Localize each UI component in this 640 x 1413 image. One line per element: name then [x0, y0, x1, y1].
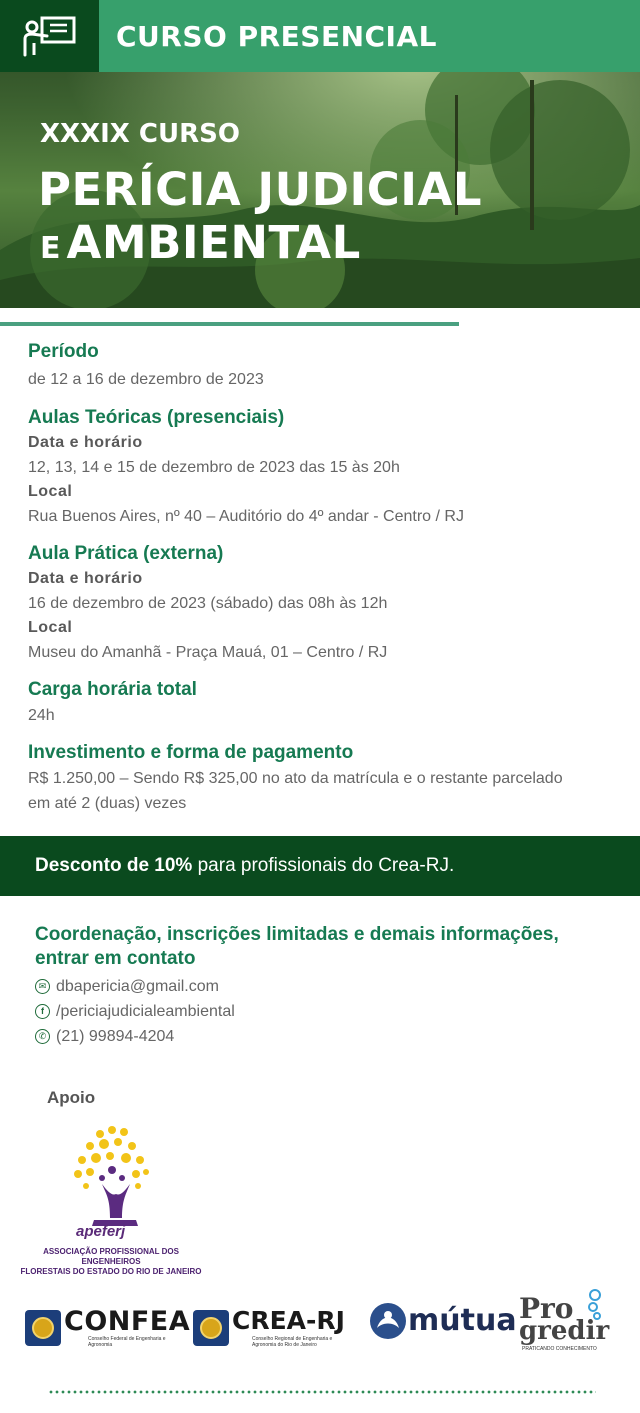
- facebook-icon: f: [35, 1004, 50, 1019]
- teoricas-local-text: Rua Buenos Aires, nº 40 – Auditório do 4º andar - Centro / RJ: [28, 508, 464, 525]
- title-word: AMBIENTAL: [66, 216, 361, 269]
- crea-seal-icon: [193, 1310, 229, 1346]
- teoricas-date-label: Data e horário: [28, 434, 143, 451]
- course-title-line1: PERÍCIA JUDICIAL: [38, 163, 483, 216]
- contact-heading-line2: entrar em contato: [35, 948, 196, 969]
- hero-banner: [0, 0, 640, 308]
- discount-bold: Desconto de 10%: [35, 855, 193, 876]
- whatsapp-icon: ✆: [35, 1029, 50, 1044]
- teoricas-heading: Aulas Teóricas (presenciais): [28, 407, 285, 428]
- progredir-logo-line2: gredir: [519, 1316, 610, 1346]
- apefer-description: [16, 1247, 206, 1277]
- apefer-desc-line2: FLORESTAIS DO ESTADO DO RIO DE JANEIRO: [20, 1267, 202, 1276]
- pratica-heading: Aula Prática (externa): [28, 543, 224, 564]
- confea-seal-icon: [25, 1310, 61, 1346]
- pratica-date-label: Data e horário: [28, 570, 143, 587]
- progredir-subtitle: PRATICANDO CONHECIMENTO: [522, 1346, 597, 1352]
- teoricas-local-label: Local: [28, 483, 73, 500]
- support-label: Apoio: [47, 1088, 96, 1107]
- contact-email[interactable]: dbapericia@gmail.com: [56, 977, 219, 995]
- course-edition: XXXIX CURSO: [40, 119, 240, 149]
- mutua-symbol-icon: [369, 1302, 407, 1340]
- crea-subtitle: Conselho Regional de Engenharia e Agronomia do Rio de Janeiro: [252, 1336, 333, 1348]
- discount-rest: para profissionais do Crea-RJ.: [192, 855, 455, 876]
- teoricas-date-text: 12, 13, 14 e 15 de dezembro de 2023 das 15 às 20h: [28, 459, 400, 476]
- investimento-line1: R$ 1.250,00 – Sendo R$ 325,00 no ato da matrícula e o restante parcelado: [28, 770, 563, 787]
- apefer-desc-line1: ASSOCIAÇÃO PROFISSIONAL DOS ENGENHEIROS: [43, 1247, 179, 1266]
- partner-logos: [0, 1288, 640, 1368]
- contact-heading-line1: Coordenação, inscrições limitadas e demais informações,: [35, 924, 559, 945]
- apefer-name: apeferj: [76, 1223, 126, 1240]
- teacher-board-icon: [22, 15, 78, 57]
- contact-phone-row[interactable]: [35, 1024, 605, 1048]
- pratica-local-label: Local: [28, 619, 73, 636]
- contact-section: [35, 923, 605, 1048]
- confea-logo: CONFEA: [64, 1306, 191, 1337]
- contact-phone[interactable]: (21) 99894-4204: [56, 1027, 175, 1045]
- header-icon-box: [0, 0, 99, 72]
- discount-banner: [0, 836, 640, 896]
- pratica-local-text: Museu do Amanhã - Praça Mauá, 01 – Centro / RJ: [28, 644, 388, 661]
- contact-facebook[interactable]: /periciajudicialeambiental: [56, 1002, 235, 1020]
- contact-facebook-row[interactable]: [35, 999, 605, 1023]
- crea-logo: CREA-RJ: [232, 1306, 345, 1335]
- investimento-line2: em até 2 (duas) vezes: [28, 795, 187, 812]
- carga-text: 24h: [28, 707, 55, 724]
- investimento-heading: Investimento e forma de pagamento: [28, 742, 354, 763]
- progredir-logo-line1: Pro: [519, 1292, 574, 1325]
- course-title-line2: [40, 216, 361, 269]
- pratica-date-text: 16 de dezembro de 2023 (sábado) das 08h às 12h: [28, 595, 388, 612]
- carga-heading: Carga horária total: [28, 679, 197, 700]
- periodo-text: de 12 a 16 de dezembro de 2023: [28, 371, 264, 388]
- contact-email-row[interactable]: [35, 974, 605, 998]
- mutua-logo: mútua: [408, 1303, 517, 1338]
- email-icon: ✉: [35, 979, 50, 994]
- course-type-label: CURSO PRESENCIAL: [116, 20, 437, 53]
- course-info: [28, 340, 618, 816]
- confea-subtitle: Conselho Federal de Engenharia e Agronomia: [88, 1336, 166, 1348]
- dotted-footer-line: [48, 1390, 596, 1394]
- accent-divider: [0, 322, 459, 326]
- progredir-bubbles-icon: [586, 1288, 606, 1322]
- title-connector: E: [40, 231, 61, 266]
- periodo-heading: Período: [28, 341, 99, 362]
